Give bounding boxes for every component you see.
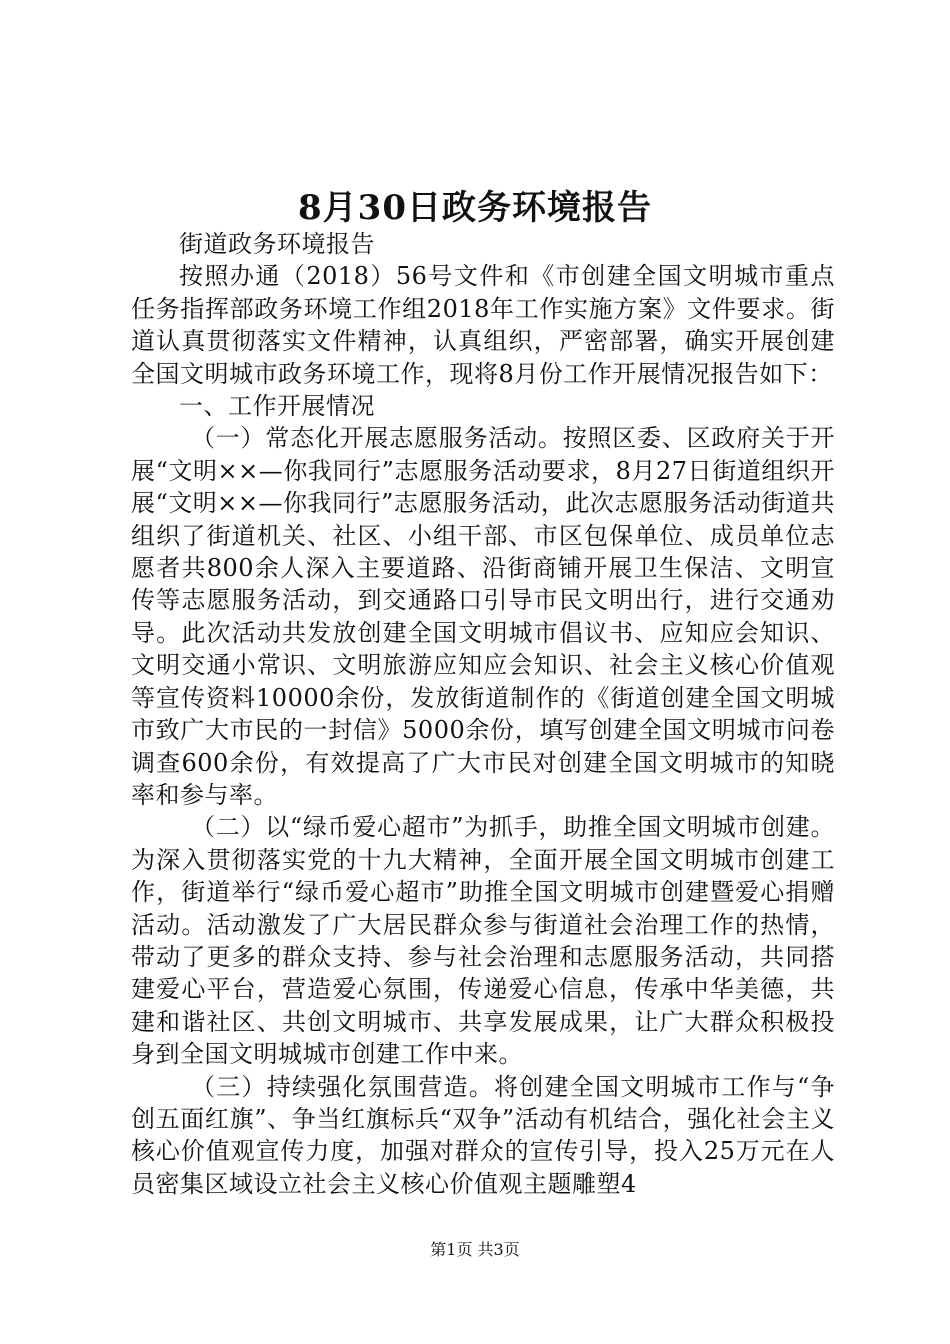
paragraph-item-3: （三）持续强化氛围营造。将创建全国文明城市工作与“争创五面红旗”、争当红旗标兵“双争”活动有机结合，强化社会主义核心价值观宣传力度，加强对群众的宣传引导，投入25万元在人员密集区域设立社会主义核心价值观主题雕塑4 [131,1072,835,1198]
paragraph-heading: 街道政务环境报告 [179,230,375,258]
document-title: 8月30日政务环境报告 [298,188,652,228]
section-heading: 一、工作开展情况 [179,392,375,421]
paragraph-intro: 按照办通（2018）56号文件和《市创建全国文明城市重点任务指挥部政务环境工作组2018年工作实施方案》文件要求。街道认真贯彻落实文件精神，认真组织，严密部署，确实开展创建全国文明城市政务环境工作，现将8月份工作开展情况报告如下： [131,262,835,388]
document-body [131,228,835,1200]
paragraph-item-2: （二）以“绿币爱心超市”为抓手，助推全国文明城市创建。为深入贯彻落实党的十九大精神，全面开展全国文明城市创建工作，街道举行“绿币爱心超市”助推全国文明城市创建暨爱心捐赠活动。活动激发了广大居民群众参与街道社会治理工作的热情，带动了更多的群众支持、参与社会治理和志愿服务活动，共同搭建爱心平台，营造爱心氛围，传递爱心信息，传承中华美德，共建和谐社区、共创文明城市、共享发展成果，让广大群众积极投身到全国文明城城市创建工作中来。 [131,813,835,1069]
page-footer: 第1页 共3页 [430,1240,520,1259]
paragraph-item-1: （一）常态化开展志愿服务活动。按照区委、区政府关于开展“文明××—你我同行”志愿服务活动要求，8月27日街道组织开展“文明××—你我同行”志愿服务活动，此次志愿服务活动街道共组织了街道机关、社区、小组干部、市区包保单位、成员单位志愿者共800余人深入主要道路、沿街商铺开展卫生保洁、文明宣传等志愿服务活动，到交通路口引导市民文明出行，进行交通劝导。此次活动共发放创建全国文明城市倡议书、应知应会知识、文明交通小常识、文明旅游应知应会知识、社会主义核心价值观等宣传资料10000余份，发放街道制作的《街道创建全国文明城市致广大市民的一封信》5000余份，填写创建全国文明城市问卷调查600余份，有效提高了广大市民对创建全国文明城市的知晓率和参与率。 [131,424,835,809]
